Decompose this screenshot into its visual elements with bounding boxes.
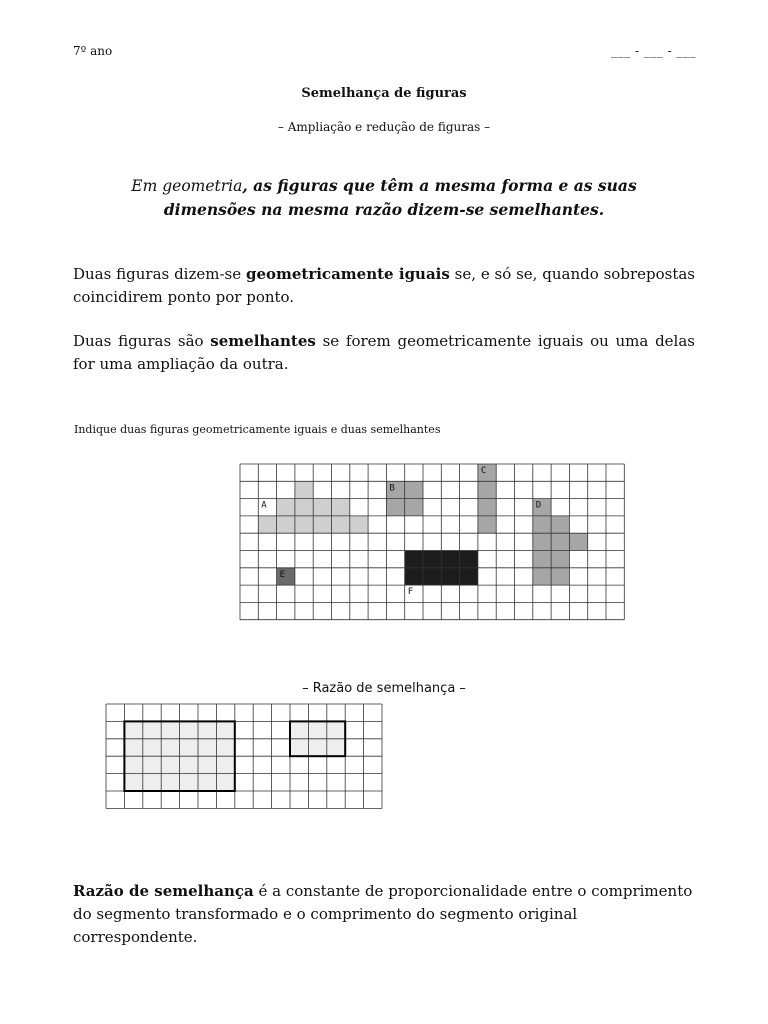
shape-d-cell [533,533,551,550]
shape-d-cell [551,516,569,533]
shape-f-cell [423,568,441,585]
shape-f-cell [441,568,459,585]
shape-a-cell [277,499,295,516]
section-title-ratio: – Razão de semelhança – [302,681,466,696]
paragraph-similar-figures [73,330,695,376]
shape-d-cell [569,533,587,550]
paragraph-equal-figures [73,263,695,309]
shape-a-cell [332,499,350,516]
shape-label-f: F [407,587,414,598]
shape-f-cell [460,568,478,585]
shape-f-cell [423,551,441,568]
shape-label-e: E [279,569,286,580]
shape-b-cell [405,499,423,516]
shape-d-cell [551,551,569,568]
shape-a-cell [258,516,276,533]
shape-c-cell [478,481,496,498]
shape-a-cell [295,481,313,498]
shape-d-cell [533,516,551,533]
shape-b-cell [386,499,404,516]
page-title: Semelhança de figuras [301,86,467,101]
shape-a-cell [313,499,331,516]
shape-a-cell [277,516,295,533]
paragraph1-after: se, e só se, quando sobrepostas coincidirem ponto por ponto. [73,265,695,306]
shape-a-cell [295,516,313,533]
definition-lead: Em geometria [131,177,243,195]
ratio-definition-text: é a constante de proporcionalidade entre o comprimento do segmento transformado e o comprimento do segmento original correspondente. [73,882,693,946]
paragraph2-before: Duas figuras são [73,332,211,350]
shape-b-cell [405,481,423,498]
shape-label-c: C [480,466,487,476]
exercise-instruction: Indique duas figuras geometricamente iguais e duas semelhantes [74,423,441,436]
shape-a-cell [332,516,350,533]
definition-body: , as figuras que têm a mesma forma e as suas dimensões na mesma razão dizem-se semelhantes. [163,176,637,219]
shape-f-cell [405,568,423,585]
shape-a-cell [295,499,313,516]
shape-label-d: D [535,500,542,511]
page-subtitle: – Ampliação e redução de figuras – [277,120,491,134]
date-blanks: ___ - ___ - ___ [611,44,696,58]
ratio-definition-term: Razão de semelhança [73,882,254,900]
shape-d-cell [551,533,569,550]
shape-label-b: B [389,483,395,494]
shape-a-cell [350,516,368,533]
shape-c-cell [478,499,496,516]
shape-d-cell [533,551,551,568]
shape-d-cell [551,568,569,585]
ratio-definition [73,880,695,949]
shape-f-cell [441,551,459,568]
shape-c-cell [478,516,496,533]
paragraph1-before: Duas figuras dizem-se [73,265,246,283]
paragraph2-bold: semelhantes [210,332,316,350]
shape-a-cell [313,516,331,533]
shape-label-a: A [261,500,267,511]
definition-text [100,174,668,222]
shape-f-cell [460,551,478,568]
paragraph1-bold: geometricamente iguais [245,265,450,283]
grade-label: 7º ano [73,44,113,58]
figure-grid [239,463,629,621]
shape-d-cell [533,568,551,585]
ratio-grid [105,703,385,809]
shape-f-cell [405,551,423,568]
paragraph2-after: se forem geometricamente iguais ou uma delas for uma ampliação da outra. [73,332,695,373]
